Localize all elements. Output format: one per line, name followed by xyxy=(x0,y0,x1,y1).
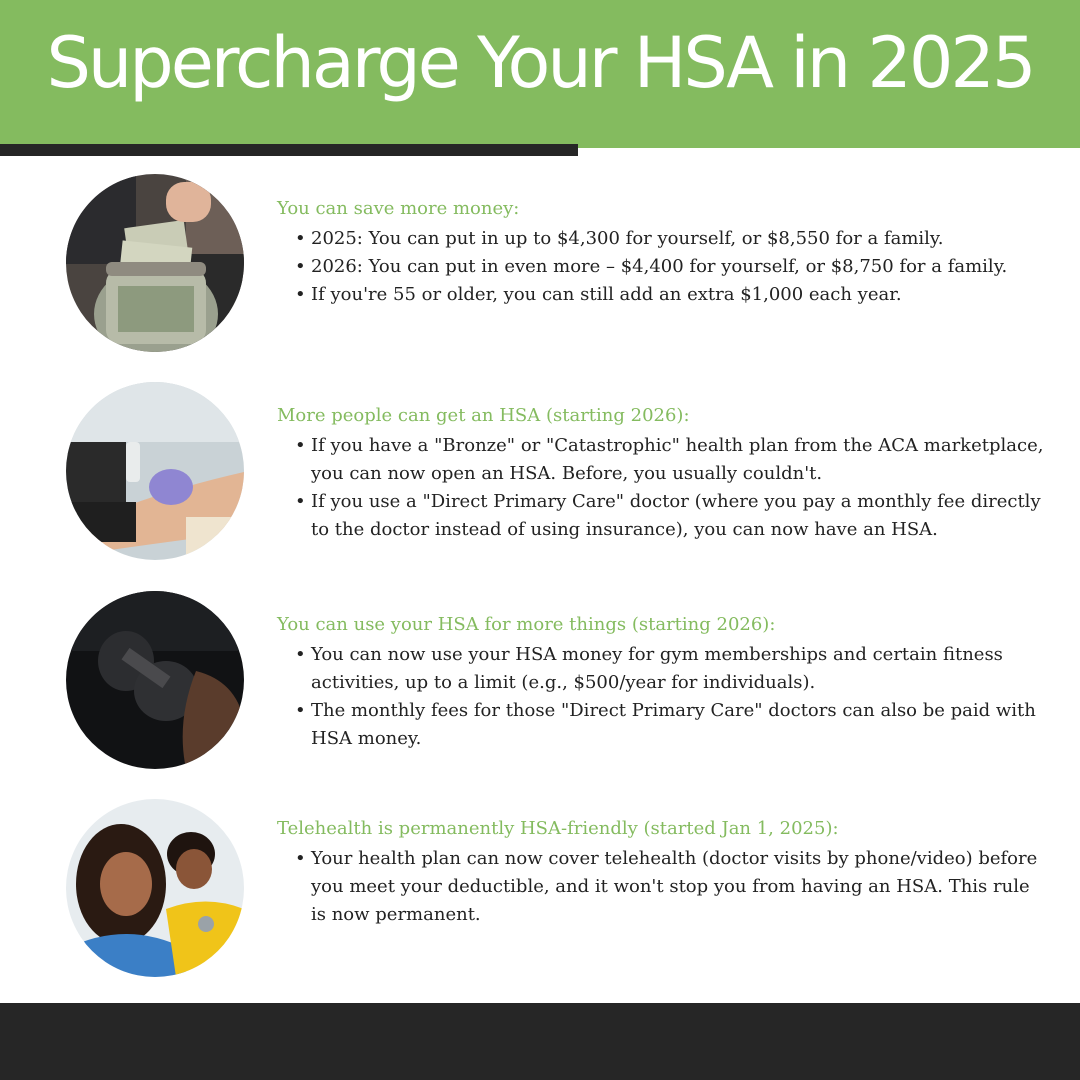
blood-draw-photo xyxy=(66,382,244,560)
dumbbell-photo xyxy=(66,591,244,769)
bullet-list xyxy=(277,845,1047,929)
accent-bar xyxy=(0,144,578,156)
bullet-item: • 2026: You can put in even more – $4,400 for yourself, or $8,750 for a family. xyxy=(277,253,1047,281)
bullet-list xyxy=(277,641,1047,753)
bullet-item: • Your health plan can now cover telehealth (doctor visits by phone/video) before you meet your deductible, and it won't stop you from having an HSA. This rule is now permanent. xyxy=(277,845,1047,929)
bullet-item: • You can now use your HSA money for gym memberships and certain fitness activities, up to a limit (e.g., $500/year for individuals). xyxy=(277,641,1047,697)
section-telehealth xyxy=(277,817,1047,929)
section-heading: Telehealth is permanently HSA-friendly (started Jan 1, 2025): xyxy=(277,818,839,839)
money-jar-photo xyxy=(66,174,244,352)
footer-bar xyxy=(0,1003,1080,1080)
section-expanded-uses xyxy=(277,613,1047,753)
section-eligibility xyxy=(277,404,1047,544)
bullet-item: • The monthly fees for those "Direct Primary Care" doctors can also be paid with HSA money. xyxy=(277,697,1047,753)
section-heading: More people can get an HSA (starting 2026): xyxy=(277,405,690,426)
bullet-item: • 2025: You can put in up to $4,300 for yourself, or $8,550 for a family. xyxy=(277,225,1047,253)
page-title: Supercharge Your HSA in 2025 xyxy=(46,22,1034,104)
bullet-list xyxy=(277,432,1047,544)
section-save-more xyxy=(277,197,1047,309)
section-heading: You can use your HSA for more things (starting 2026): xyxy=(277,614,776,635)
doctor-child-photo xyxy=(66,799,244,977)
bullet-list xyxy=(277,225,1047,309)
bullet-item: • If you're 55 or older, you can still add an extra $1,000 each year. xyxy=(277,281,1047,309)
bullet-item: • If you have a "Bronze" or "Catastrophic" health plan from the ACA marketplace, you can now open an HSA. Before, you usually couldn't. xyxy=(277,432,1047,488)
section-heading: You can save more money: xyxy=(277,198,520,219)
title-banner xyxy=(0,0,1080,148)
bullet-item: • If you use a "Direct Primary Care" doctor (where you pay a monthly fee directly to the doctor instead of using insurance), you can now have an HSA. xyxy=(277,488,1047,544)
